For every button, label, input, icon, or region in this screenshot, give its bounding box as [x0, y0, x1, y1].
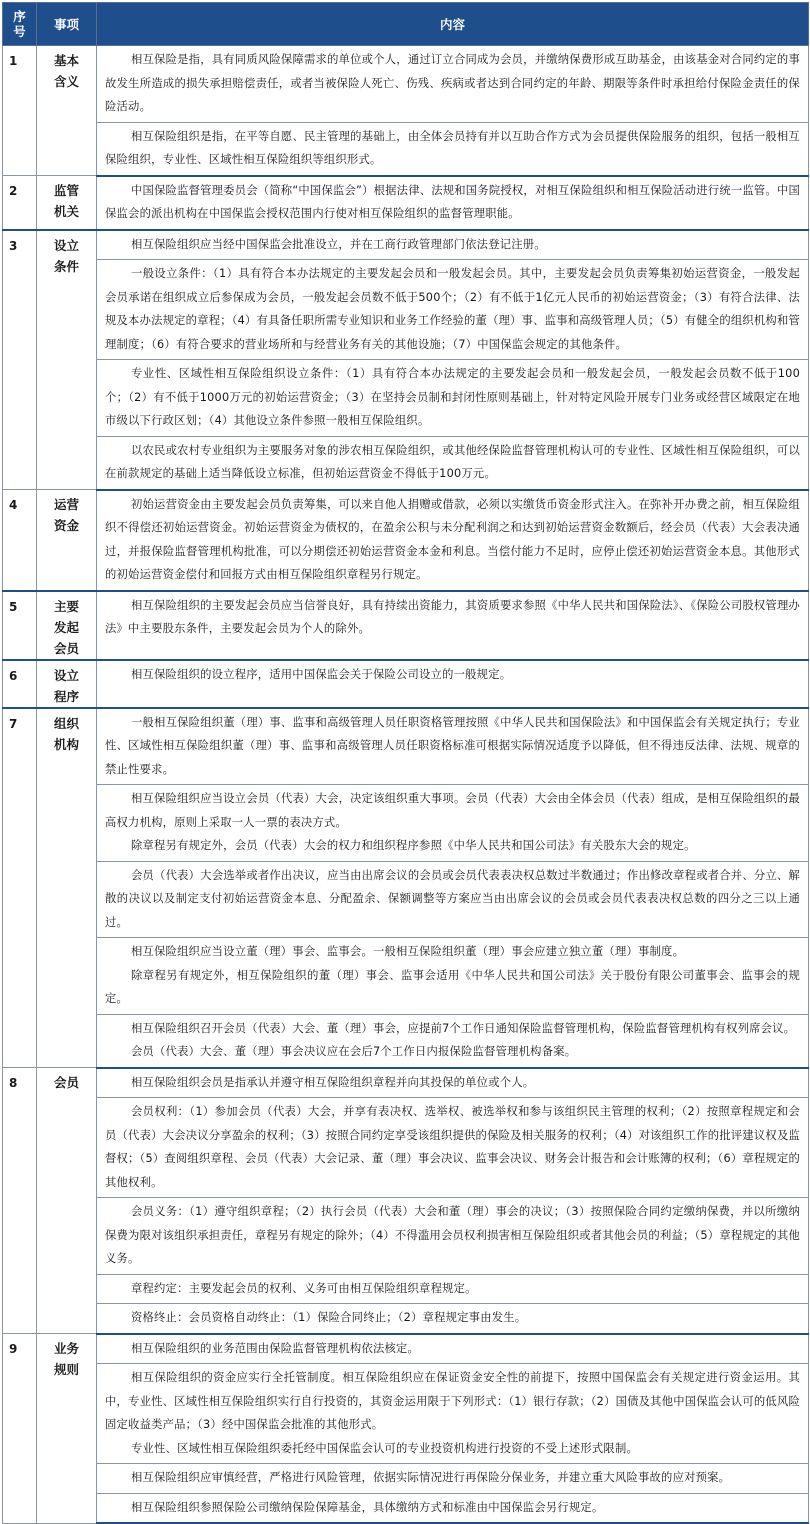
row-number: 3: [3, 230, 37, 490]
table-row: [3, 46, 809, 123]
row-number: 8: [3, 1068, 37, 1334]
regulation-table: [2, 2, 809, 1524]
content-cell: [97, 660, 809, 708]
content-paragraph: 一般设立条件：（1）具有符合本办法规定的主要发起会员和一般发起会员。其中，主要发起会员负责筹集初始运营资金，一般发起会员承诺在组织成立后参保成为会员，一般发起会员数不低于500个；（2）有不低于1亿元人民币的初始运营资金；（3）有符合法律、法规及本办法规定的章程；（4）有具备任职所需专业知识和业务工作经验的董（理）事、监事和高级管理人员；（5）有健全的组织机构和管理制度；（6）有符合要求的营业场所和与经营业务有关的其他设施；（7）中国保监会规定的其他条件。: [105, 267, 800, 351]
table-body: [3, 46, 809, 1524]
content-paragraph: 会员义务：（1）遵守组织章程；（2）执行会员（代表）大会和董（理）事会的决议；（3）按照保险合同约定缴纳保费，并以所缴纳保费为限对该组织承担责任，章程另有规定的除外；（4）不得滥用会员权利损害相互保险组织或者其他会员的利益；（5）章程规定的其他义务。: [105, 1205, 800, 1265]
content-cell: [97, 260, 809, 360]
row-item: [37, 230, 97, 490]
content-cell: [97, 1364, 809, 1464]
content-paragraph: 会员（代表）大会选举或者作出决议，应当由出席会议的会员或会员代表表决权总数过半数通过；作出修改章程或者合并、分立、解散的决议以及制定支付初始运营资金本息、分配盈余、保额调整等方案应当由出席会议的会员或会员代表表决权总数的四分之三以上通过。: [105, 868, 800, 929]
content-paragraph: 相互保险组织应当设立会员（代表）大会，决定该组织重大事项。会员（代表）大会由全体会员（代表）组成，是相互保险组织的最高权力机构，原则上采取一人一票的表决方式。: [105, 792, 800, 829]
content-cell: [97, 1493, 809, 1523]
table-row: [3, 1334, 809, 1364]
row-item: [37, 176, 97, 230]
content-cell: [97, 1068, 809, 1098]
row-item: [37, 46, 97, 176]
content-cell: [97, 861, 809, 938]
table-row: [3, 176, 809, 230]
table-row: [3, 1098, 809, 1198]
content-paragraph: 初始运营资金由主要发起会员负责筹集，可以来自他人捐赠或借款，必须以实缴货币资金形式注入。在弥补开办费之前，相互保险组织不得偿还初始运营资金。初始运营资金为债权的，在盈余公积与未分配利润之和达到初始运营资金数额后，经会员（代表）大会表决通过，并报保险监督管理机构批准，可以分期偿还初始运营资金本金和利息。当偿付能力不足时，应停止偿还初始运营资金本息。其他形式的初始运营资金偿付和回报方式由相互保险组织章程另行规定。: [105, 497, 800, 581]
content-paragraph: 相互保险是指，具有同质风险保障需求的单位或个人，通过订立合同成为会员，并缴纳保费形成互助基金，由该基金对合同约定的事故发生所造成的损失承担赔偿责任，或者当被保险人死亡、伤残、疾病或者达到合同约定的年龄、期限等条件时承担给付保险金责任的保险活动。: [105, 53, 800, 113]
row-number: 6: [3, 660, 37, 708]
content-paragraph: 专业性、区域性相互保险组织设立条件：（1）具有符合本办法规定的主要发起会员和一般发起会员，一般发起会员数不低于100个；（2）有不低于1000万元的初始运营资金；（3）在坚持会员制和封闭性原则基础上，针对特定风险开展专门业务或经营区域限定在地市级以下行政区划；（4）其他设立条件参照一般相互保险组织。: [105, 367, 800, 427]
content-cell: [97, 1274, 809, 1304]
content-paragraph: 专业性、区域性相互保险组织委托经中国保监会认可的专业投资机构进行投资的不受上述形式限制。: [130, 1441, 638, 1455]
row-item: [37, 1068, 97, 1334]
table-row: [3, 708, 809, 785]
row-item: [37, 591, 97, 660]
content-paragraph: 除章程另有规定外，会员（代表）大会的权力和组织程序参照《中华人民共和国公司法》有关股东大会的规定。: [130, 839, 696, 852]
content-cell: [97, 1098, 809, 1198]
table-row: [3, 1198, 809, 1275]
table-row: [3, 1364, 809, 1464]
content-cell: [97, 436, 809, 490]
table-row: [3, 360, 809, 437]
row-number: 7: [3, 708, 37, 1068]
content-cell: [97, 1014, 809, 1068]
content-paragraph: 相互保险组织应当经中国保监会批准设立，并在工商行政管理部门依法登记注册。: [130, 237, 546, 251]
content-cell: [97, 176, 809, 230]
header-no-line1: 序: [13, 9, 26, 24]
table-row: [3, 1274, 809, 1304]
row-item-line: 组织: [53, 715, 79, 731]
content-cell: [97, 122, 809, 176]
row-item: [37, 490, 97, 591]
table-row: [3, 436, 809, 490]
table-row: [3, 1068, 809, 1098]
row-item-line: 资金: [53, 518, 79, 533]
table-row: [3, 785, 809, 862]
row-item-line: 条件: [53, 258, 79, 274]
content-cell: [97, 230, 809, 260]
row-item-line: 机构: [53, 736, 79, 752]
table-header-row: [3, 3, 809, 46]
content-paragraph: 相互保险组织的业务范围由保险监督管理机构依法核定。: [130, 1341, 420, 1355]
table-row: [3, 1304, 809, 1334]
content-paragraph: 除章程另有规定外，相互保险组织的董（理）事会、监事会适用《中华人民共和国公司法》关于股份有限公司董事会、监事会的规定。: [105, 968, 800, 1005]
row-item-line: 会员: [53, 640, 79, 656]
row-item-line: 程序: [53, 688, 79, 704]
content-paragraph: 相互保险组织的资金应实行全托管制度。相互保险组织应在保证资金安全性的前提下，按照中国保监会有关规定进行资金运用。其中，专业性、区域性相互保险组织实行自行投资的，其资金运用限于下列形式：（1）银行存款；（2）国债及其他中国保监会认可的低风险固定收益类产品；（3）经中国保监会批准的其他形式。: [105, 1371, 800, 1431]
table-row: [3, 1014, 809, 1068]
content-cell: [97, 1304, 809, 1334]
row-item-line: 业务: [53, 1341, 79, 1356]
row-item-line: 设立: [53, 667, 79, 683]
content-cell: [97, 360, 809, 437]
table-row: [3, 660, 809, 708]
content-paragraph: 章程约定：主要发起会员的权利、义务可由相互保险组织章程规定。: [130, 1281, 477, 1295]
row-number: 9: [3, 1334, 37, 1524]
content-paragraph: 中国保险监督管理委员会（简称“中国保监会”）根据法律、法规和国务院授权，对相互保险组织和相互保险活动进行统一监管。中国保监会的派出机构在中国保监会授权范围内行使对相互保险组织的监督管理职能。: [105, 183, 800, 220]
content-paragraph: 相互保险组织参照保险公司缴纳保险保障基金，具体缴纳方式和标准由中国保监会另行规定。: [130, 1500, 604, 1514]
row-item-line: 含义: [53, 74, 79, 89]
content-cell: [97, 1464, 809, 1494]
table-row: [3, 591, 809, 660]
content-paragraph: 会员权利：（1）参加会员（代表）大会，并享有表决权、选举权、被选举权和参与该组织民主管理的权利；（2）按照章程规定和会员（代表）大会决议分享盈余的权利；（3）按照合同约定享受该组织提供的保险及相关服务的权利；（4）对该组织工作的批评建议权及监督权；（5）查阅组织章程、会员（代表）大会记录、董（理）事会决议、监事会决议、财务会计报告和会计账簿的权利；（6）章程规定的其他权利。: [105, 1105, 800, 1189]
row-item-line: 监管: [53, 183, 79, 198]
content-paragraph: 资格终止：会员资格自动终止：（1）保险合同终止；（2）章程规定事由发生。: [130, 1311, 527, 1324]
content-paragraph: 相互保险组织应当设立董（理）事会、监事会。一般相互保险组织董（理）事会应建立独立董（理）事制度。: [130, 945, 685, 958]
row-number: 2: [3, 176, 37, 230]
content-cell: [97, 490, 809, 591]
row-item-line: 设立: [53, 237, 79, 253]
row-number: 1: [3, 46, 37, 176]
content-paragraph: 相互保险组织的设立程序，适用中国保监会关于保险公司设立的一般规定。: [130, 667, 512, 681]
row-item-line: 规则: [53, 1362, 79, 1377]
row-item-line: 发起: [53, 619, 79, 635]
row-item-line: 主要: [53, 598, 79, 614]
table-row: [3, 490, 809, 591]
header-item: 事项: [37, 3, 97, 46]
table-row: [3, 861, 809, 938]
content-paragraph: 一般相互保险组织董（理）事、监事和高级管理人员任职资格管理按照《中华人民共和国保险法》和中国保监会有关规定执行；专业性、区域性相互保险组织董（理）事、监事和高级管理人员任职资格标准可根据实际情况适度予以降低，但不得违反法律、法规、规章的禁止性要求。: [105, 715, 800, 776]
content-cell: [97, 46, 809, 123]
row-item: [37, 660, 97, 708]
content-cell: [97, 785, 809, 862]
row-item: [37, 1334, 97, 1524]
content-paragraph: 相互保险组织是指，在平等自愿、民主管理的基础上，由全体会员持有并以互助合作方式为会员提供保险服务的组织，包括一般相互保险组织，专业性、区域性相互保险组织等组织形式。: [105, 129, 800, 166]
table-row: [3, 122, 809, 176]
table-row: [3, 1493, 809, 1523]
content-paragraph: 相互保险组织应审慎经营，严格进行风险管理，依据实际情况进行再保险分保业务，并建立重大风险事故的应对预案。: [130, 1471, 731, 1484]
content-paragraph: 相互保险组织召开会员（代表）大会、董（理）事会，应提前7个工作日通知保险监督管理机构，保险监督管理机构有权列席会议。: [130, 1021, 796, 1035]
row-item: [37, 708, 97, 1068]
row-item-line: 机关: [53, 204, 79, 219]
row-number: 4: [3, 490, 37, 591]
table-row: [3, 938, 809, 1015]
row-number: 5: [3, 591, 37, 660]
row-item-line: 会员: [53, 1075, 79, 1090]
content-cell: [97, 591, 809, 660]
row-item-line: 运营: [53, 497, 79, 512]
header-no-line2: 号: [13, 24, 26, 39]
content-cell: [97, 1334, 809, 1364]
content-cell: [97, 938, 809, 1015]
content-paragraph: 相互保险组织会员是指承认并遵守相互保险组织章程并向其投保的单位或个人。: [130, 1075, 535, 1089]
content-cell: [97, 708, 809, 785]
content-paragraph: 相互保险组织的主要发起会员应当信誉良好，具有持续出资能力，其资质要求参照《中华人民共和国保险法》、《保险公司股权管理办法》中主要股东条件，主要发起会员为个人的除外。: [105, 598, 800, 635]
table-row: [3, 1464, 809, 1494]
header-no: [3, 3, 37, 46]
row-item-line: 基本: [53, 53, 79, 68]
header-content: 内容: [97, 3, 809, 46]
table-row: [3, 260, 809, 360]
content-cell: [97, 1198, 809, 1275]
content-paragraph: 会员（代表）大会、董（理）事会决议应在会后7个工作日内报保险监督管理机构备案。: [130, 1045, 577, 1058]
content-paragraph: 以农民或农村专业组织为主要服务对象的涉农相互保险组织，或其他经保险监督管理机构认可的专业性、区域性相互保险组织，可以在前款规定的基础上适当降低设立标准，但初始运营资金不得低于100万元。: [105, 443, 800, 480]
table-row: [3, 230, 809, 260]
